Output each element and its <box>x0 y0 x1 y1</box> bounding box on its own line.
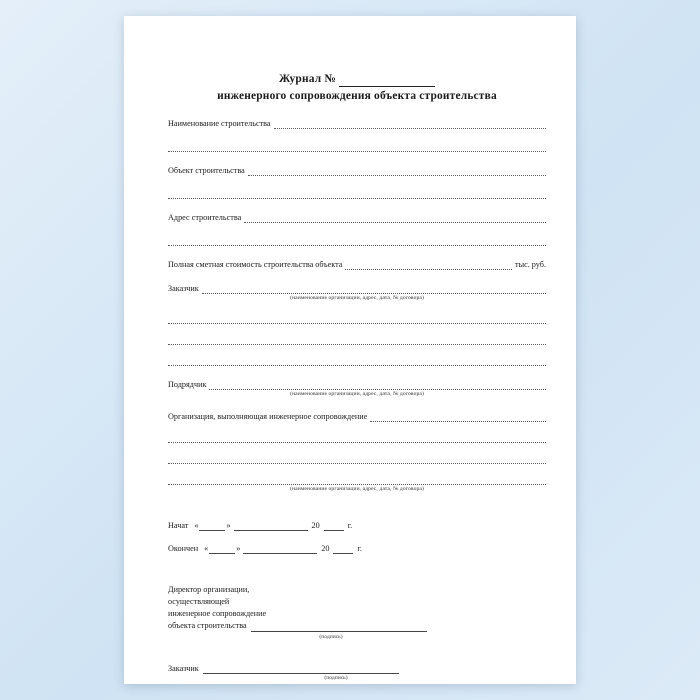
field-row-construction-address <box>168 212 546 223</box>
label-construction-object: Объект строительства <box>168 165 245 175</box>
director-signature-row <box>168 620 546 632</box>
input-construction-name-line2[interactable] <box>168 142 546 152</box>
title-journal-number-label: Журнал № <box>278 73 340 85</box>
input-construction-object-line2[interactable] <box>168 189 546 199</box>
quote-close-started: » <box>226 520 231 530</box>
label-finished-year-prefix: 20 <box>321 543 330 553</box>
title-subtitle: инженерного сопровождения объекта строительства <box>217 90 497 103</box>
input-finished-day[interactable] <box>209 544 235 554</box>
label-customer-signature: Заказчик <box>168 663 199 673</box>
document-body <box>168 72 546 681</box>
field-row-customer <box>168 283 546 294</box>
signature-section <box>168 584 546 682</box>
input-customer-line2[interactable] <box>168 314 546 324</box>
input-contractor[interactable] <box>209 380 546 390</box>
input-supervision-organization-line2[interactable] <box>168 433 546 443</box>
director-title-line-1: Директор организации, <box>168 584 250 594</box>
director-title-line-4: объекта строительства <box>168 620 247 630</box>
document-title <box>168 72 546 105</box>
label-finished-year-suffix: г. <box>357 543 362 553</box>
label-construction-name: Наименование строительства <box>168 118 271 128</box>
field-row-supervision-organization <box>168 411 546 422</box>
input-total-estimated-cost[interactable] <box>345 260 512 270</box>
input-customer-signature[interactable] <box>203 664 399 674</box>
input-customer-line4[interactable] <box>168 356 546 366</box>
caption-contractor: (наименование организации, адрес, дата, № договора) <box>290 390 424 397</box>
caption-director-signature: (подпись) <box>319 633 343 640</box>
input-construction-name[interactable] <box>274 119 546 129</box>
label-started: Начат <box>168 520 189 530</box>
director-title-block <box>168 584 546 641</box>
dates-section <box>168 520 546 554</box>
label-supervision-organization: Организация, выполняющая инженерное сопровождение <box>168 412 368 422</box>
quote-close-finished: » <box>236 543 241 553</box>
label-total-estimated-cost: Полная сметная стоимость строительства объекта <box>168 259 343 269</box>
input-started-day[interactable] <box>199 521 225 531</box>
date-row-started <box>168 520 546 531</box>
label-started-year-suffix: г. <box>347 520 353 530</box>
caption-customer-signature: (подпись) <box>324 674 348 681</box>
title-number-blank[interactable] <box>339 75 435 87</box>
quote-open-started: « <box>194 520 199 530</box>
input-construction-object[interactable] <box>248 166 546 176</box>
input-started-year[interactable] <box>324 521 344 531</box>
label-construction-address: Адрес строительства <box>168 212 242 222</box>
quote-open-finished: « <box>204 543 209 553</box>
label-contractor: Подрядчик <box>168 379 207 389</box>
input-finished-year[interactable] <box>333 544 353 554</box>
input-customer[interactable] <box>202 284 546 294</box>
director-title-line-3: инженерное сопровождение <box>168 608 267 618</box>
date-row-finished <box>168 543 546 554</box>
input-supervision-organization-line3[interactable] <box>168 454 546 464</box>
input-started-month[interactable] <box>234 521 308 531</box>
label-finished: Окончен <box>168 543 199 553</box>
field-row-contractor <box>168 379 546 390</box>
field-row-construction-object <box>168 165 546 176</box>
input-finished-month[interactable] <box>243 544 317 554</box>
director-title-line-2: осуществляющей <box>168 596 230 606</box>
input-customer-line3[interactable] <box>168 335 546 345</box>
customer-signature-row <box>168 663 546 674</box>
input-director-signature[interactable] <box>251 622 427 632</box>
field-row-construction-name <box>168 118 546 129</box>
caption-supervision-organization: (наименование организации, адрес, дата, № договора) <box>290 486 424 493</box>
input-construction-address[interactable] <box>244 213 546 223</box>
input-supervision-organization-line4[interactable] <box>168 475 546 485</box>
document-page <box>124 16 576 684</box>
field-row-total-estimated-cost <box>168 259 546 270</box>
label-customer: Заказчик <box>168 284 199 294</box>
caption-customer: (наименование организации, адрес, дата, № договора) <box>290 295 424 302</box>
input-supervision-organization[interactable] <box>370 412 546 422</box>
unit-thousand-rubles: тыс. руб. <box>515 259 546 269</box>
label-started-year-prefix: 20 <box>311 520 320 530</box>
input-construction-address-line2[interactable] <box>168 236 546 246</box>
